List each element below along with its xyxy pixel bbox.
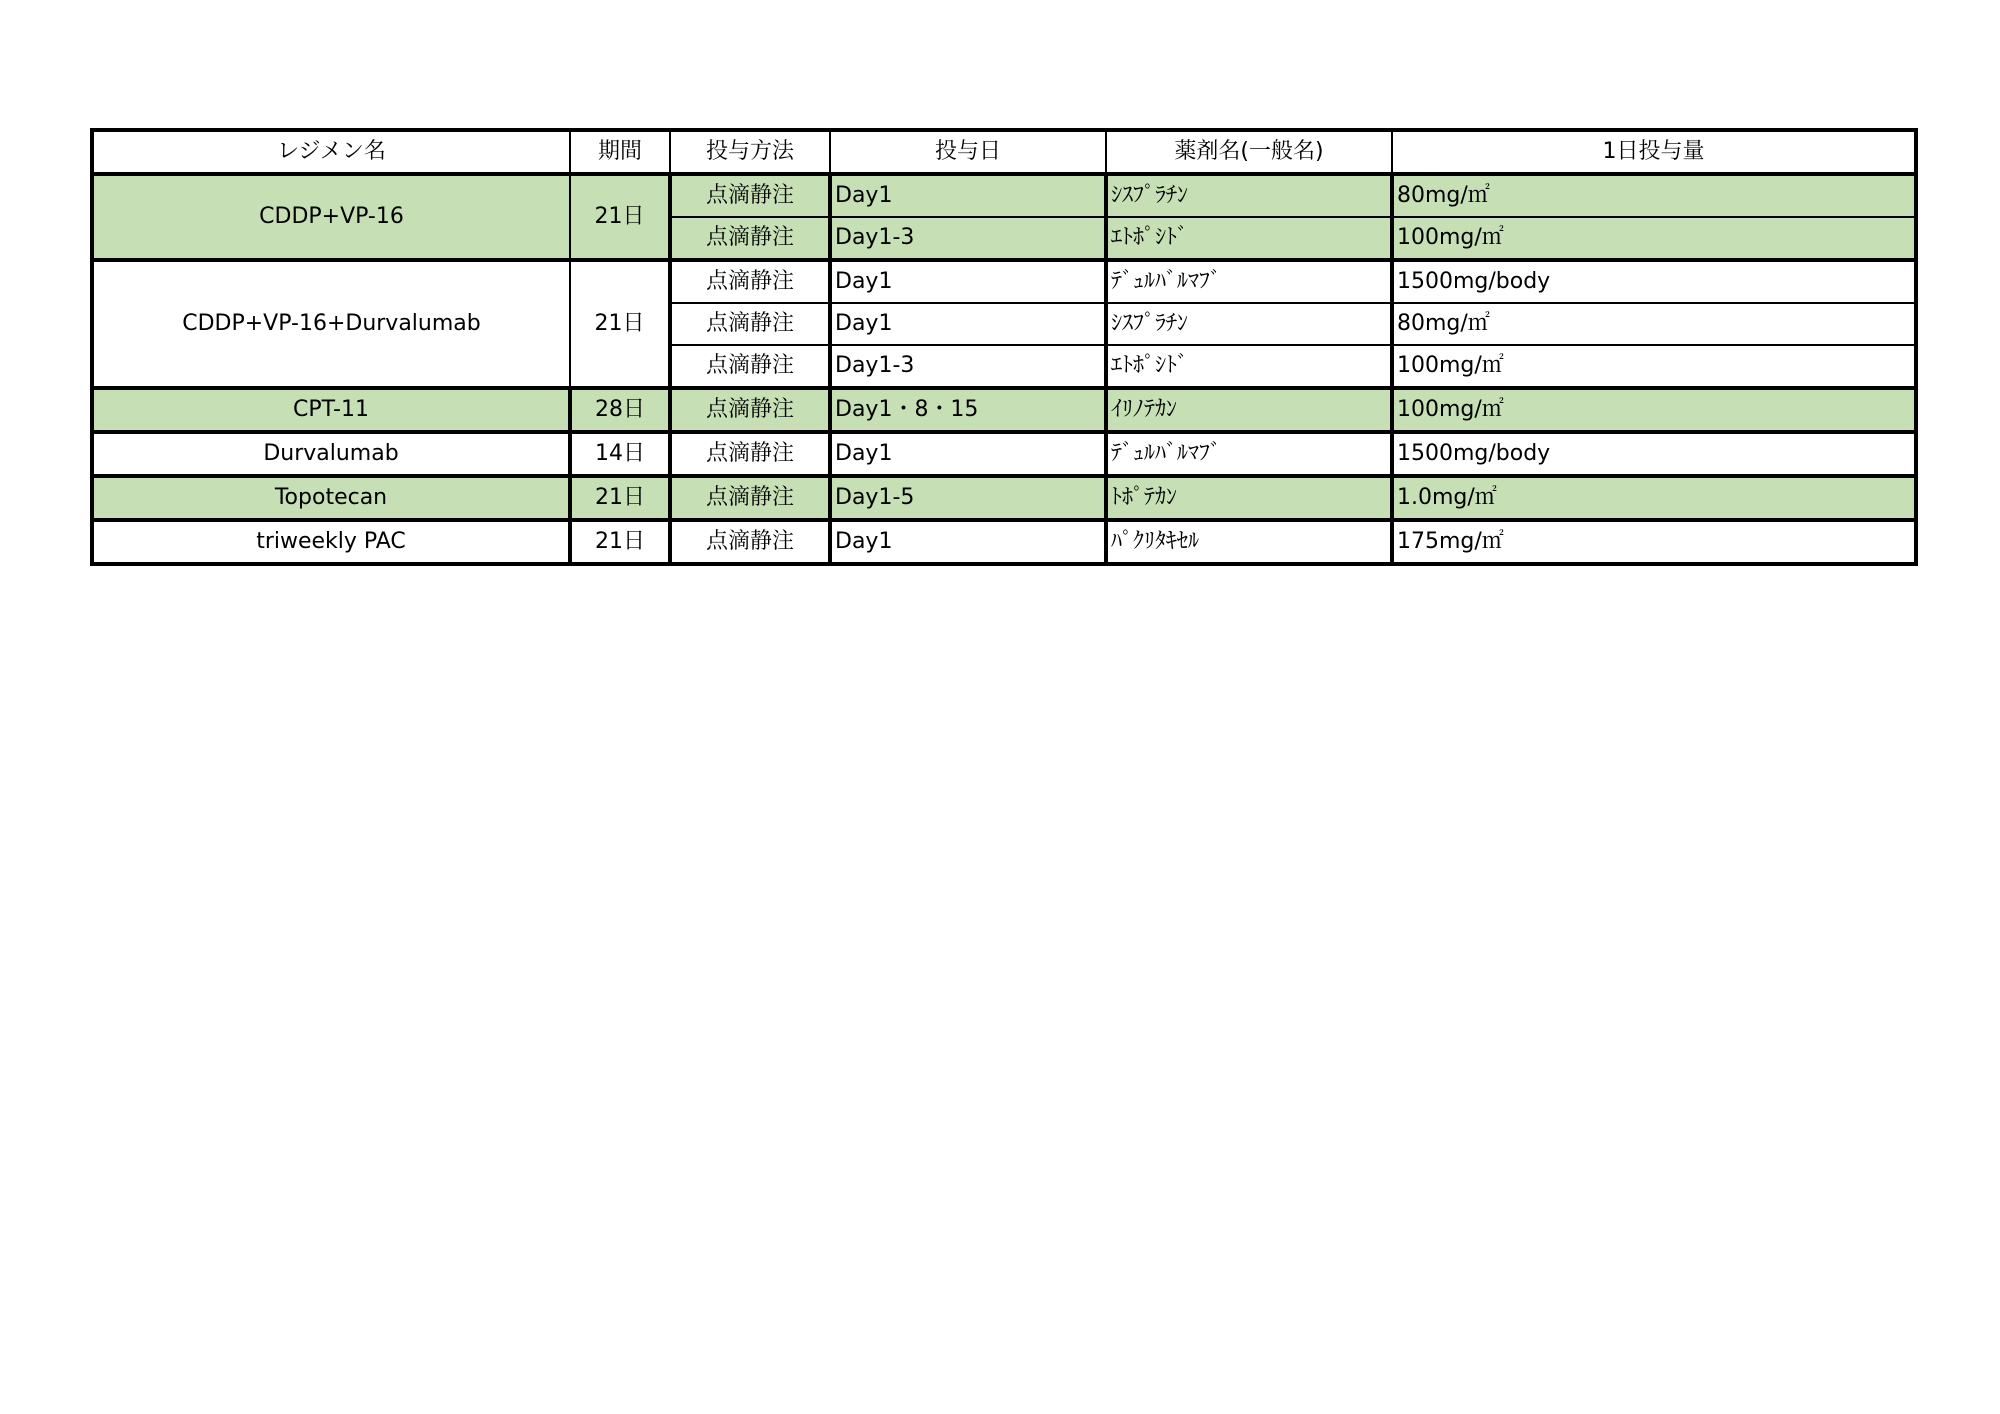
dose-cell: 1500mg/body (1392, 260, 1916, 303)
day-cell: Day1-5 (830, 476, 1106, 520)
drug-cell: ﾄﾎﾟﾃｶﾝ (1106, 476, 1392, 520)
regimen-name-cell: CDDP+VP-16+Durvalumab (92, 260, 570, 388)
header-row (92, 130, 1916, 174)
day-cell: Day1-3 (830, 345, 1106, 388)
method-cell: 点滴静注 (670, 388, 830, 432)
method-cell: 点滴静注 (670, 476, 830, 520)
drug-cell: ｼｽﾌﾟﾗﾁﾝ (1106, 174, 1392, 217)
drug-cell: ｴﾄﾎﾟｼﾄﾞ (1106, 345, 1392, 388)
regimen-name-cell: Topotecan (92, 476, 570, 520)
day-cell: Day1 (830, 520, 1106, 564)
header-drug: 薬剤名(一般名) (1106, 130, 1392, 174)
method-cell: 点滴静注 (670, 217, 830, 260)
regimen-name-cell: Durvalumab (92, 432, 570, 476)
dose-cell: 1500mg/body (1392, 432, 1916, 476)
regimen-name-cell: triweekly PAC (92, 520, 570, 564)
header-day: 投与日 (830, 130, 1106, 174)
header-period: 期間 (570, 130, 670, 174)
day-cell: Day1 (830, 432, 1106, 476)
method-cell: 点滴静注 (670, 174, 830, 217)
table-row (92, 520, 1916, 564)
header-regimen-name: レジメン名 (92, 130, 570, 174)
period-cell: 21日 (570, 260, 670, 388)
day-cell: Day1-3 (830, 217, 1106, 260)
day-cell: Day1 (830, 174, 1106, 217)
period-cell: 21日 (570, 520, 670, 564)
table-row (92, 476, 1916, 520)
table-row (92, 260, 1916, 303)
dose-cell: 1.0mg/㎡ (1392, 476, 1916, 520)
table-row (92, 388, 1916, 432)
method-cell: 点滴静注 (670, 432, 830, 476)
day-cell: Day1 (830, 303, 1106, 345)
drug-cell: ﾃﾞｭﾙﾊﾞﾙﾏﾌﾞ (1106, 432, 1392, 476)
day-cell: Day1 (830, 260, 1106, 303)
period-cell: 28日 (570, 388, 670, 432)
method-cell: 点滴静注 (670, 520, 830, 564)
dose-cell: 100mg/㎡ (1392, 345, 1916, 388)
drug-cell: ｴﾄﾎﾟｼﾄﾞ (1106, 217, 1392, 260)
drug-cell: ﾃﾞｭﾙﾊﾞﾙﾏﾌﾞ (1106, 260, 1392, 303)
table-row (92, 174, 1916, 217)
period-cell: 14日 (570, 432, 670, 476)
dose-cell: 100mg/㎡ (1392, 217, 1916, 260)
header-method: 投与方法 (670, 130, 830, 174)
dose-cell: 175mg/㎡ (1392, 520, 1916, 564)
drug-cell: ｲﾘﾉﾃｶﾝ (1106, 388, 1392, 432)
regimen-table (90, 128, 1918, 566)
period-cell: 21日 (570, 476, 670, 520)
header-dose: 1日投与量 (1392, 130, 1916, 174)
period-cell: 21日 (570, 174, 670, 260)
method-cell: 点滴静注 (670, 345, 830, 388)
method-cell: 点滴静注 (670, 303, 830, 345)
method-cell: 点滴静注 (670, 260, 830, 303)
dose-cell: 80mg/㎡ (1392, 303, 1916, 345)
drug-cell: ﾊﾟｸﾘﾀｷｾﾙ (1106, 520, 1392, 564)
table-row (92, 432, 1916, 476)
day-cell: Day1・8・15 (830, 388, 1106, 432)
drug-cell: ｼｽﾌﾟﾗﾁﾝ (1106, 303, 1392, 345)
regimen-name-cell: CDDP+VP-16 (92, 174, 570, 260)
regimen-name-cell: CPT-11 (92, 388, 570, 432)
dose-cell: 80mg/㎡ (1392, 174, 1916, 217)
dose-cell: 100mg/㎡ (1392, 388, 1916, 432)
